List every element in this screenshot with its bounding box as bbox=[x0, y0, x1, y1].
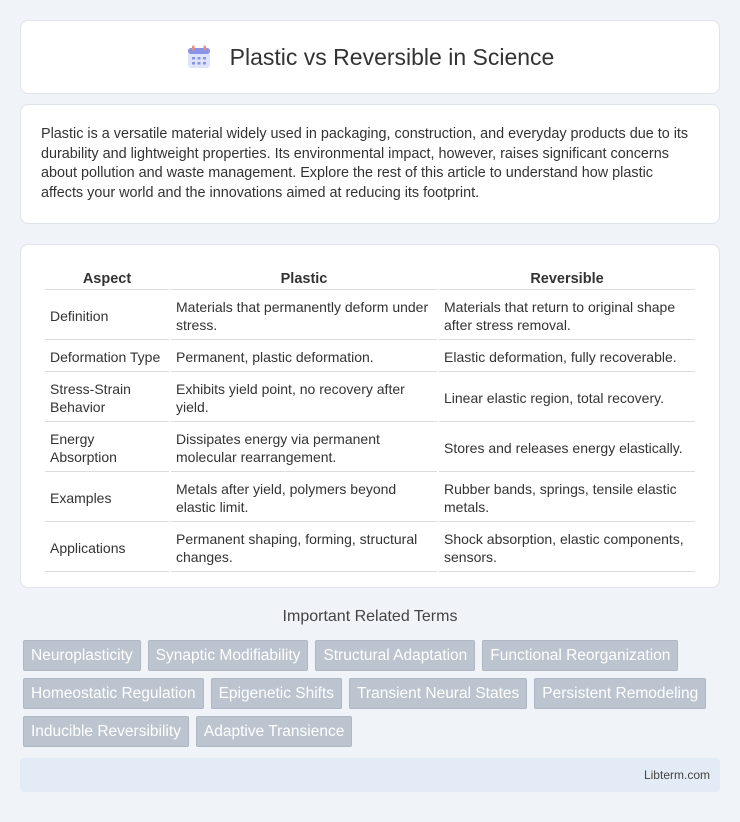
related-terms-title: Important Related Terms bbox=[282, 608, 458, 625]
footer-brand-link[interactable]: Libterm.com bbox=[643, 768, 710, 782]
intro-card bbox=[20, 104, 720, 224]
table-row bbox=[45, 424, 695, 472]
related-term-tag[interactable]: Persistent Remodeling bbox=[534, 678, 706, 709]
header-card bbox=[20, 20, 720, 94]
table-cell-reversible: Shock absorption, elastic components, sensors. bbox=[439, 524, 695, 572]
table-cell-reversible: Materials that return to original shape after stress removal. bbox=[439, 292, 695, 340]
table-cell-aspect: Applications bbox=[45, 524, 169, 572]
table-cell-reversible: Linear elastic region, total recovery. bbox=[439, 374, 695, 422]
table-cell-plastic: Dissipates energy via permanent molecular rearrangement. bbox=[171, 424, 437, 472]
table-cell-plastic: Metals after yield, polymers beyond elastic limit. bbox=[171, 474, 437, 522]
table-cell-plastic: Permanent shaping, forming, structural changes. bbox=[171, 524, 437, 572]
table-row bbox=[45, 374, 695, 422]
intro-text: Plastic is a versatile material widely used in packaging, construction, and everyday products due to its durability and lightweight properties. Its environmental impact, however, raises significant concerns about pollution and waste management. Explore the rest of this article to understand how plastic affects your world and the innovations aimed at reducing its footprint. bbox=[41, 126, 689, 201]
calendar-grid-icon bbox=[186, 44, 212, 70]
related-term-tag[interactable]: Neuroplasticity bbox=[23, 640, 141, 671]
related-term-tag[interactable]: Synaptic Modifiability bbox=[148, 640, 309, 671]
table-cell-reversible: Rubber bands, springs, tensile elastic metals. bbox=[439, 474, 695, 522]
table-row bbox=[45, 342, 695, 372]
table-row bbox=[45, 524, 695, 572]
table-cell-aspect: Examples bbox=[45, 474, 169, 522]
table-cell-reversible: Stores and releases energy elastically. bbox=[439, 424, 695, 472]
table-cell-aspect: Definition bbox=[45, 292, 169, 340]
related-term-tag[interactable]: Transient Neural States bbox=[349, 678, 527, 709]
table-cell-aspect: Stress-Strain Behavior bbox=[45, 374, 169, 422]
table-row bbox=[45, 474, 695, 522]
table-cell-reversible: Elastic deformation, fully recoverable. bbox=[439, 342, 695, 372]
related-term-tag[interactable]: Adaptive Transience bbox=[196, 716, 352, 747]
page-title: Plastic vs Reversible in Science bbox=[229, 43, 555, 70]
table-cell-plastic: Permanent, plastic deformation. bbox=[171, 342, 437, 372]
table-cell-aspect: Deformation Type bbox=[45, 342, 169, 372]
comparison-table bbox=[43, 265, 697, 574]
table-cell-plastic: Exhibits yield point, no recovery after yield. bbox=[171, 374, 437, 422]
related-term-tag[interactable]: Homeostatic Regulation bbox=[23, 678, 204, 709]
column-header-plastic: Plastic bbox=[171, 267, 437, 290]
table-cell-aspect: Energy Absorption bbox=[45, 424, 169, 472]
related-term-tag[interactable]: Functional Reorganization bbox=[482, 640, 678, 671]
table-row bbox=[45, 292, 695, 340]
related-term-tag[interactable]: Inducible Reversibility bbox=[23, 716, 189, 747]
related-term-tag[interactable]: Epigenetic Shifts bbox=[211, 678, 342, 709]
related-term-tag[interactable]: Structural Adaptation bbox=[315, 640, 475, 671]
footer bbox=[20, 758, 720, 792]
table-cell-plastic: Materials that permanently deform under stress. bbox=[171, 292, 437, 340]
column-header-aspect: Aspect bbox=[45, 267, 169, 290]
comparison-table-card bbox=[20, 244, 720, 588]
related-terms-list bbox=[23, 640, 723, 747]
title-wrap bbox=[186, 44, 555, 71]
column-header-reversible: Reversible bbox=[439, 267, 695, 290]
table-header-row bbox=[45, 267, 695, 290]
